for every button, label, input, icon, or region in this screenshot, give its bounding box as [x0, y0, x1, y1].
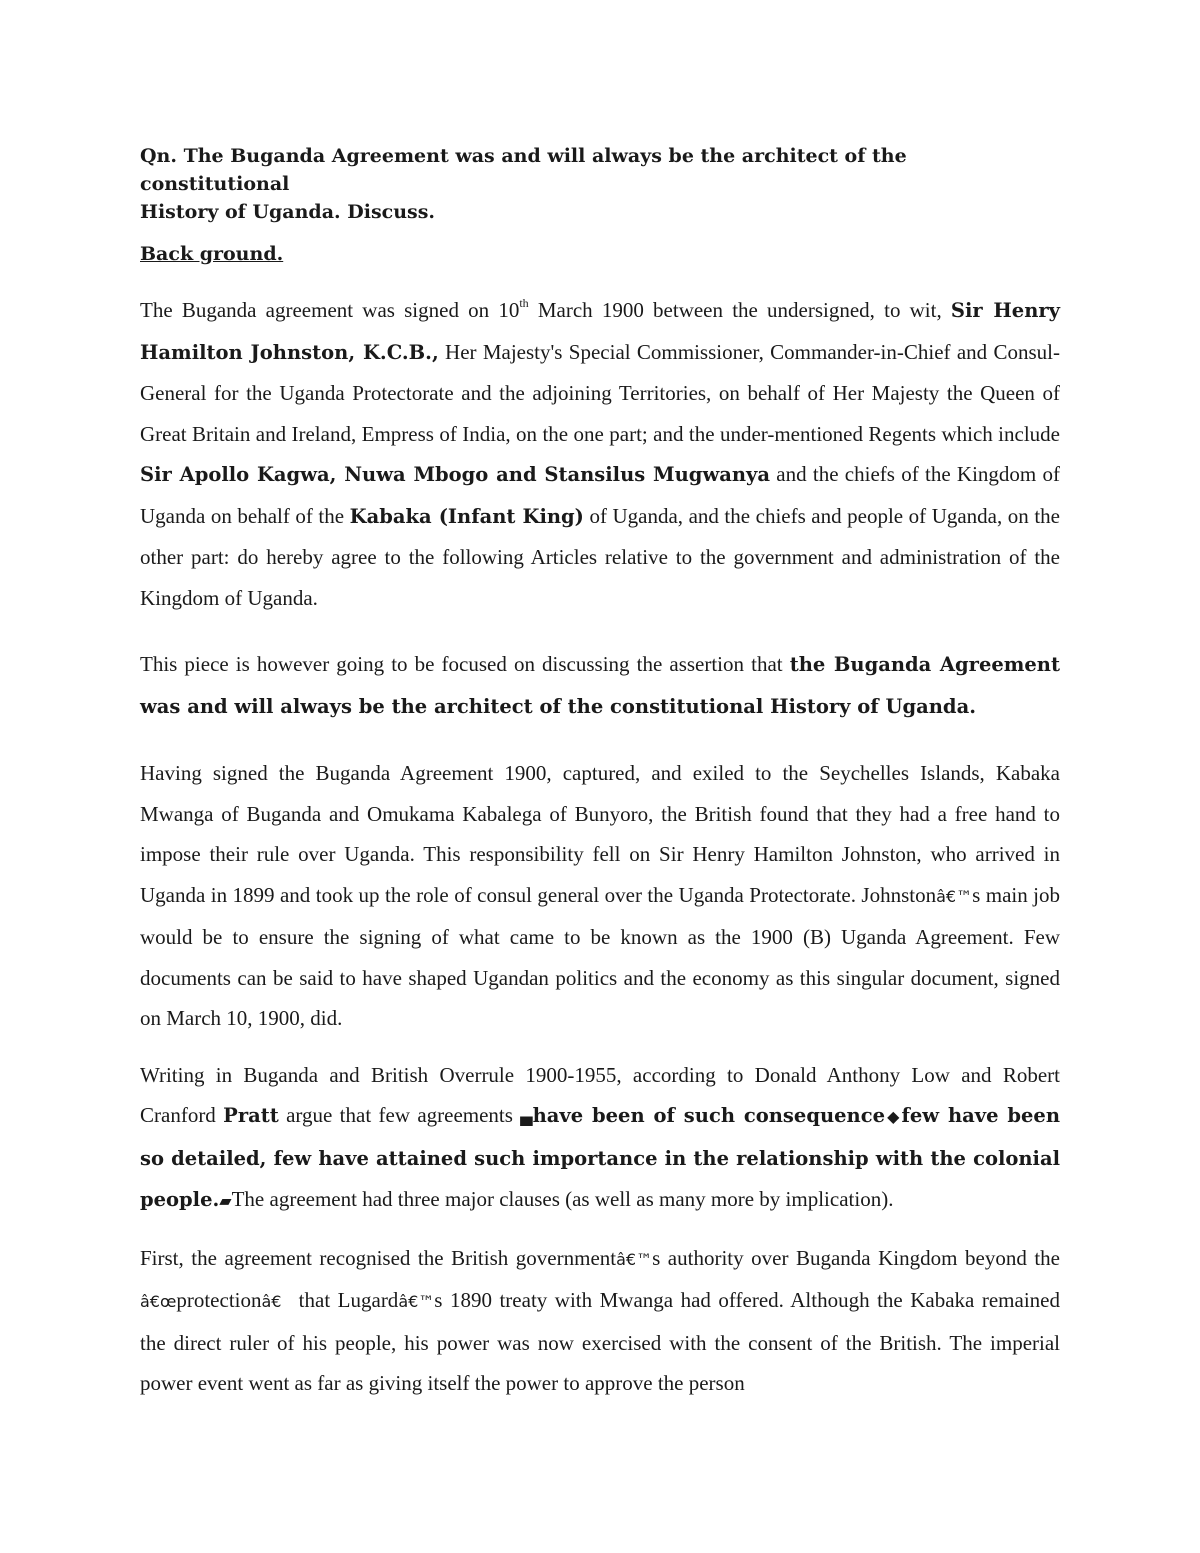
question-title-line-1: Qn. The Buganda Agreement was and will always be the architect of the constitutional: [140, 145, 907, 195]
p1-text-5: of Uganda, and the chiefs and people of Uganda, on the other part: do hereby agree to the following Articles relative to the government and administration of the Kingdom of Uganda.: [140, 503, 1060, 610]
p4-bold-pratt: Pratt: [223, 1104, 279, 1127]
p1-bold-regents: Sir Apollo Kagwa, Nuwa Mbogo and Stansilus Mugwanya: [140, 463, 771, 486]
p5-garbled-open-quote: â€œ: [140, 1292, 177, 1311]
p5-text-2: s authority over Buganda Kingdom beyond the: [652, 1245, 1060, 1270]
p4-garbled-glyph-3: ▰: [219, 1191, 232, 1210]
paragraph-5: [140, 1238, 1060, 1404]
p3-text-2: s main job would be to ensure the signing of what came to be known as the 1900 (B) Uganda Agreement. Few documents can be said to have shaped Ugandan politics and the economy as this singular document, signed on March 10, 1900, did.: [140, 882, 1061, 1030]
p1-superscript: th: [519, 296, 529, 310]
question-title-line-2: History of Uganda. Discuss.: [140, 201, 436, 223]
paragraph-2: [140, 644, 1060, 727]
p2-text-1: This piece is however going to be focused on discussing the assertion that: [140, 652, 790, 676]
p1-text-2: March 1900 between the undersigned, to wit,: [528, 298, 951, 322]
paragraph-3: [140, 753, 1060, 1039]
paragraph-4: [140, 1055, 1060, 1222]
p4-text-3: The agreement had three major clauses (as well as many more by implication).: [231, 1187, 894, 1211]
p5-text-4: that Lugard: [291, 1288, 399, 1312]
p5-garbled-apostrophe-1: â€™: [616, 1249, 653, 1269]
p5-text-3: protection: [176, 1288, 262, 1312]
p4-bold-quote-1: have been of such consequence: [532, 1104, 885, 1127]
p1-bold-kabaka: Kabaka (Infant King): [349, 504, 584, 528]
p5-garbled-apostrophe-2: â€™: [398, 1292, 435, 1311]
p1-text-3: Her Majesty's Special Commissioner, Commander-in-Chief and Consul-General for the Uganda Protectorate and the adjoining Territories, on behalf of Her Majesty the Queen of Great Britain and Ireland, Empress of India, on the one part; and the under-mentioned Regents which include: [140, 339, 1060, 446]
p1-text-1: The Buganda agreement was signed on 10: [140, 298, 520, 322]
p1-bold-commissioner: Sir Henry Hamilton Johnston, K.C.B.,: [140, 299, 1060, 364]
p3-garbled-apostrophe: â€™: [936, 886, 973, 906]
p5-garbled-close-quote: â€: [261, 1292, 292, 1311]
p4-garbled-glyph-1: ▄: [520, 1107, 533, 1126]
document-body: [140, 142, 1060, 1404]
p4-text-1: Writing in Buganda and British Overrule 1900-1955, according to Donald Anthony Low and Robert Cranford: [140, 1062, 1060, 1127]
p4-text-2: argue that few agreements: [278, 1103, 521, 1127]
p1-text-4: and the chiefs of the Kingdom of Uganda on behalf of the: [140, 462, 1061, 528]
p3-text-1: Having signed the Buganda Agreement 1900, captured, and exiled to the Seychelles Islands, Kabaka Mwanga of Buganda and Omukama Kabalega of Bunyoro, the British found that they had a free hand to impose their rule over Uganda. This responsibility fell on Sir Henry Hamilton Johnston, who arrived in Uganda in 1899 and took up the role of consul general over the Uganda Protectorate. Johnston: [140, 761, 1060, 907]
paragraph-1: [140, 290, 1060, 618]
p5-text-1: First, the agreement recognised the British government: [140, 1245, 617, 1270]
p2-bold-assertion: the Buganda Agreement was and will always be the architect of the constitutional History of Uganda.: [140, 653, 1060, 718]
p4-bold-quote-2: few have been so detailed, few have attained such importance in the relationship with the colonial people.: [140, 1104, 1060, 1211]
question-title: [140, 142, 1060, 226]
p4-garbled-glyph-2: ◆: [885, 1107, 902, 1126]
section-heading-background: Back ground.: [140, 243, 284, 265]
p5-text-5: s 1890 treaty with Mwanga had offered. Although the Kabaka remained the direct ruler of his people, his power was now exercised with the consent of the British. The imperial power event went as far as giving itself the power to approve the person: [140, 1288, 1060, 1395]
